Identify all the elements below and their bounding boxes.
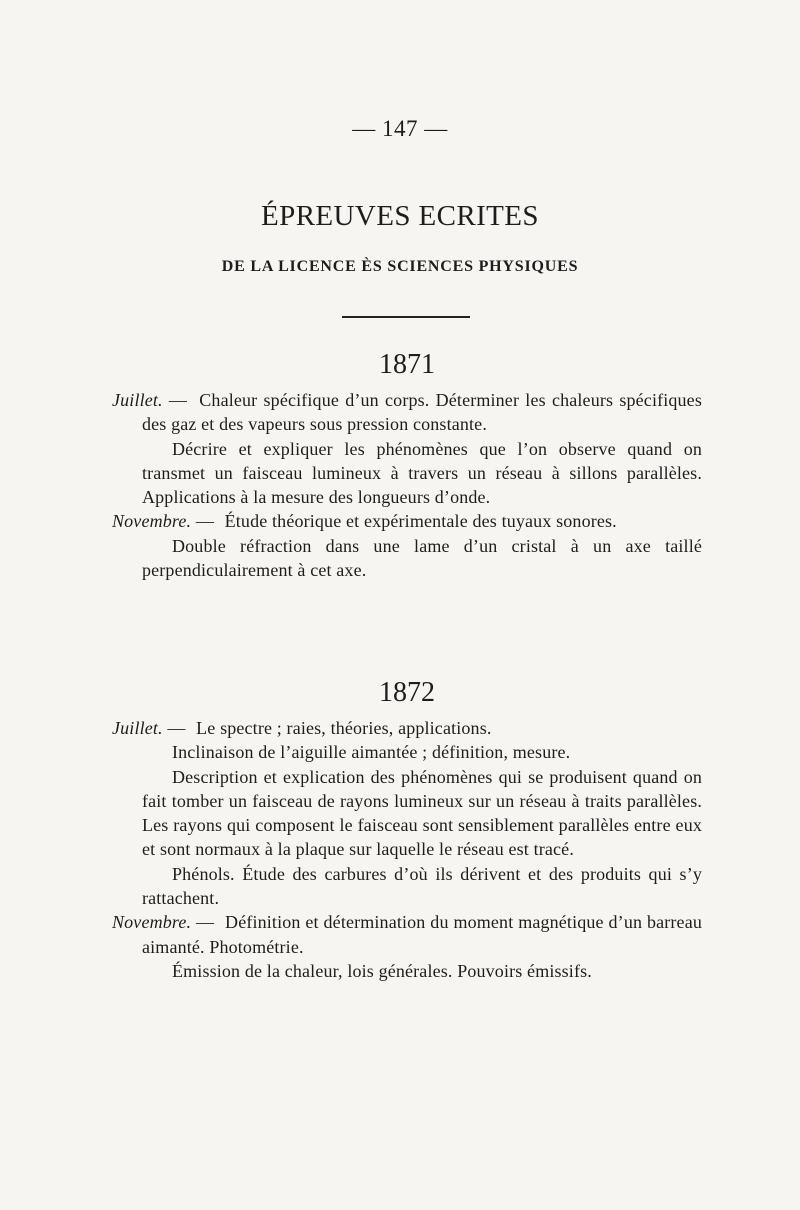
month-label-juillet: Juillet. xyxy=(112,390,163,410)
entry-1871-juillet-sub: Décrire et expliquer les phénomènes que l’on observe quand on transmet un faisceau lumineux à travers un réseau à sillons parallèles. Applications à la mesure des longueurs d’onde. xyxy=(142,438,702,508)
section-1871 xyxy=(112,348,702,582)
title-divider xyxy=(342,316,470,318)
month-label-novembre: Novembre. xyxy=(112,912,192,933)
month-label-juillet: Juillet. xyxy=(112,718,163,738)
entry-text: Chaleur spécifique d’un corps. Déterminer les chaleurs spécifiques des gaz et des vapeurs sous pression constante. xyxy=(142,390,702,435)
entry-1871-novembre-sub: Double réfraction dans une lame d’un cristal à un axe taillé perpendiculairement à cet axe. xyxy=(142,535,702,581)
entry-1871-juillet xyxy=(112,388,702,437)
year-heading-1872: 1872 xyxy=(379,677,435,708)
entry-text: Définition et détermination du moment magnétique d’un barreau aimanté. Photométrie. xyxy=(142,912,702,957)
section-1872 xyxy=(112,676,702,983)
entry-1872-juillet-sub-1: Inclinaison de l’aiguille aimantée ; définition, mesure. xyxy=(172,742,571,763)
dash-separator: — xyxy=(168,390,188,410)
entry-1871-novembre xyxy=(112,509,702,533)
entry-1872-juillet xyxy=(112,716,702,740)
entry-1872-juillet-sub-2: Description et explication des phénomènes qui se produisent quand on fait tomber un faisceau de rayons lumineux sur un réseau à traits parallèles. Les rayons qui composent le faisceau sont sensiblement parallèles entre eux et sont normaux à la plaque sur laquelle le réseau est tracé. xyxy=(142,766,702,860)
year-heading-1871: 1871 xyxy=(379,349,435,380)
page-subtitle: DE LA LICENCE ÈS SCIENCES PHYSIQUES xyxy=(221,258,579,275)
entry-text: Étude théorique et expérimentale des tuyaux sonores. xyxy=(224,511,617,532)
entry-1872-novembre xyxy=(112,910,702,959)
entry-1872-juillet-sub-3: Phénols. Étude des carbures d’où ils dérivent et des produits qui s’y rattachent. xyxy=(142,863,702,909)
entry-text: Le spectre ; raies, théories, applications. xyxy=(196,718,492,738)
entry-1872-novembre-sub: Émission de la chaleur, lois générales. Pouvoirs émissifs. xyxy=(172,960,592,981)
page-number: — 147 — xyxy=(352,116,448,141)
dash-separator: — xyxy=(196,912,215,933)
dash-separator: — xyxy=(167,718,186,738)
month-label-novembre: Novembre. xyxy=(112,511,192,532)
dash-separator: — xyxy=(195,511,214,532)
page-title: ÉPREUVES ECRITES xyxy=(261,200,539,232)
